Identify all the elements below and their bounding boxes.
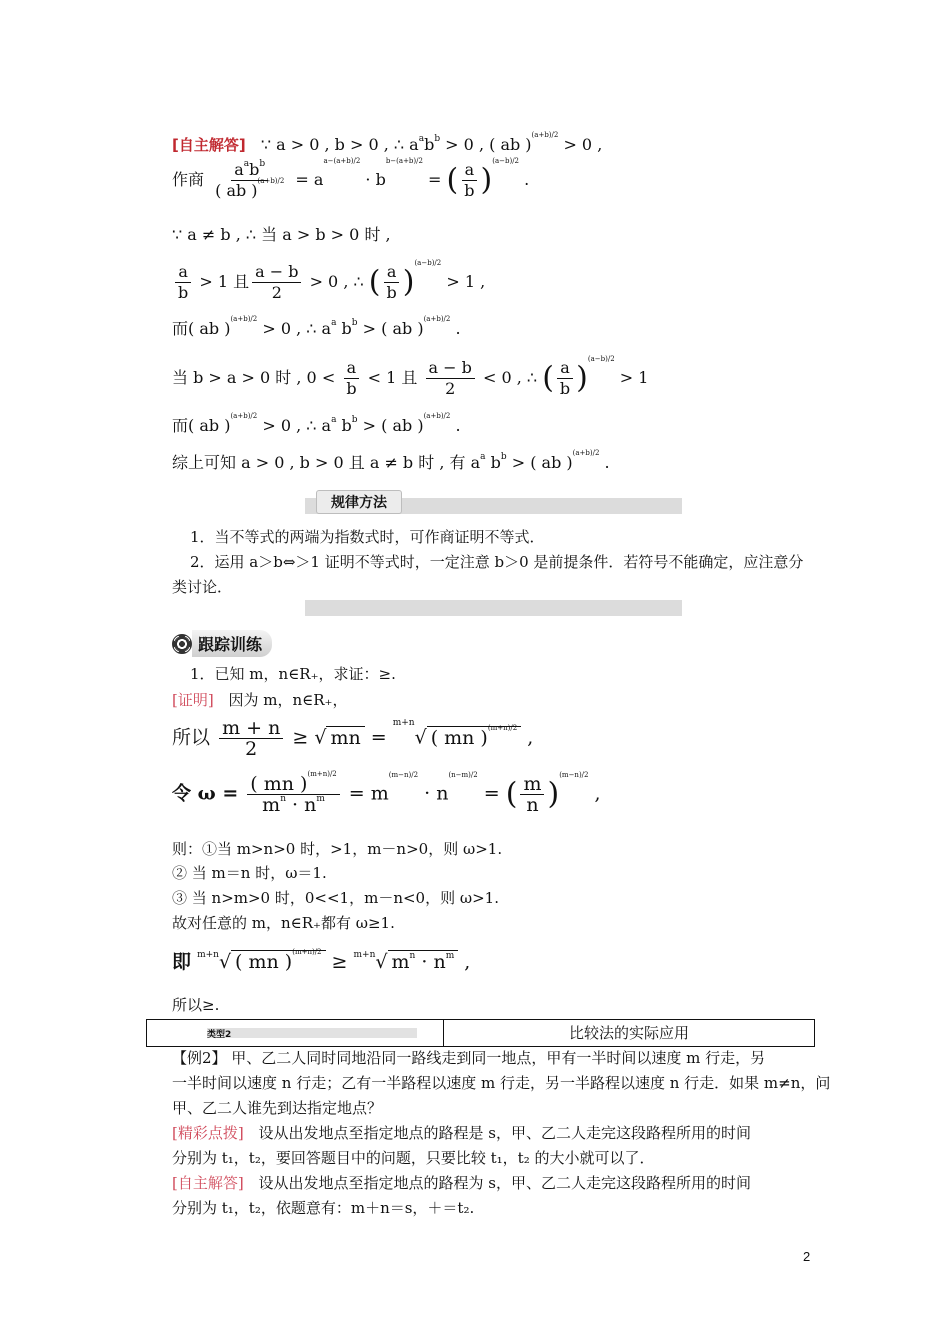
example-line-1: 【例2】 甲、乙二人同时同地沿同一路线走到同一地点，甲有一半时间以速度 m 行走，另 [172, 1049, 766, 1067]
answer-tag: [自主解答] [172, 1174, 244, 1192]
hint-tag: [精彩点拨] [172, 1124, 244, 1142]
hint-line-2: 分别为 t₁，t₂，要回答题目中的问题，只要比较 t₁，t₂ 的大小就可以了． [172, 1149, 655, 1167]
final-line: 所以≥. [172, 996, 220, 1014]
hint-line-1: [精彩点拨] 设从出发地点至指定地点的路程是 s，甲、乙二人走完这段路程所用的时间 [172, 1124, 751, 1142]
method-point-2b: 类讨论． [172, 578, 233, 596]
exercise-1: 1．已知 m，n∈R₊，求证：≥. [190, 665, 396, 683]
target-icon [172, 634, 192, 654]
type-label-cell [147, 1020, 444, 1047]
divider-banner [305, 600, 682, 616]
case-b: ② 当 m＝n 时，ω＝1. [172, 864, 327, 882]
answer-line-2: 分别为 t₁，t₂，依题意有：m＋n＝s，＋＝t₂. [172, 1199, 475, 1217]
summary-line: 综上可知 a > 0 , b > 0 且 a ≠ b 时 , 有 $a^a$ $b^b$ > ( ab )$^{(a+b)/2}$ . [172, 449, 610, 472]
answer-line-1: [自主解答] 设从出发地点至指定地点的路程为 s，甲、乙二人走完这段路程所用的时间 [172, 1174, 751, 1192]
type-table [146, 1019, 815, 1047]
self-answer-block-1 [172, 131, 603, 156]
case-conclusion: 故对任意的 m，n∈R₊都有 ω≥1. [172, 914, 395, 932]
example-line-3: 甲、乙二人谁先到达指定地点？ [172, 1099, 383, 1117]
proof-line-1: [证明] 因为 m，n∈R₊， [172, 691, 348, 709]
quotient-line: 作商 $\frac{a^ab^b}{( ab )^{(a+b)/2}}$ = $a^{a-(a+b)/2} \cdot b^{b-(a+b)/2}$ = ( $\frac{a}{b}$ )$^{(a-b)/2}$ . [172, 157, 530, 200]
type-title: 比较法的实际应用 [568, 1024, 689, 1042]
proof-tag: [证明] [172, 691, 214, 709]
proof-ineq: 所以 $\frac{m + n}{2}$ ≥ √ mn = $^{m+n}$√ ( mn )$^{(m+n)/2}$ , [172, 717, 534, 760]
example-line-2: 一半时间以速度 n 行走；乙有一半路程以速度 m 行走，另一半路程以速度 n 行走．如果 m≠n，问 [172, 1074, 831, 1092]
case1-conclusion: 而( ab )$^{(a+b)/2}$ > 0 , ∴ $a^a$ $b^b$ > ( ab )$^{(a+b)/2}$ . [172, 315, 461, 338]
track-title: 跟踪训练 [192, 630, 272, 657]
case2-conclusion: 而( ab )$^{(a+b)/2}$ > 0 , ∴ $a^a$ $b^b$ > ( ab )$^{(a+b)/2}$ . [172, 412, 461, 435]
type-label: 类型2 [207, 1029, 232, 1040]
case1-line: $\frac{a}{b}$ > 1 且 $\frac{a - b}{2}$ > 0 , ∴ ( $\frac{a}{b}$ )$^{(a-b)/2}$ > 1 , [172, 262, 485, 303]
case-c: ③ 当 n>m>0 时，0<<1，m－n<0，则 ω>1. [172, 889, 499, 907]
case2-line: 当 b > a > 0 时 , 0 < $\frac{a}{b}$ < 1 且 $\frac{a - b}{2}$ < 0 , ∴ ( $\frac{a}{b}$ )$^{(a-b)/2}$ > 1 [172, 355, 649, 398]
track-header [172, 630, 272, 657]
case-line: ∵ a ≠ b , ∴ 当 a > b > 0 时 , [172, 225, 391, 244]
omega-def: 令 ω = $\frac{( mn )^{(m+n)/2}}{m^n \cdot n^m}$ = $m^{(m-n)/2} \cdot n^{(n-m)/2}$ = ( $\frac{m}{n}$ )$^{(m-n)/2}$ , [172, 770, 601, 816]
case-a: 则：①当 m>n>0 时，>1，m－n>0，则 ω>1. [172, 840, 503, 858]
type-title-cell [444, 1020, 815, 1047]
method-point-1: 1．当不等式的两端为指数式时，可作商证明不等式． [190, 528, 545, 546]
page-number: 2 [803, 1249, 811, 1264]
condition-line: ∵ a > 0 , b > 0 , ∴ $a^ab^b > 0$ , ( ab )$^{(a+b)/2}$ > 0 , [260, 131, 603, 154]
ji-line: 即 $^{m+n}$√ ( mn )$^{(m+n)/2}$ ≥ $^{m+n}$√ $m^n \cdot n^m$ , [172, 948, 471, 973]
method-title: 规律方法 [316, 490, 402, 514]
method-point-2a: 2．运用 a＞b⇔＞1 证明不等式时，一定注意 b＞0 是前提条件．若符号不能确定，应注意分 [190, 553, 804, 571]
self-answer-tag: [自主解答] [172, 136, 246, 154]
